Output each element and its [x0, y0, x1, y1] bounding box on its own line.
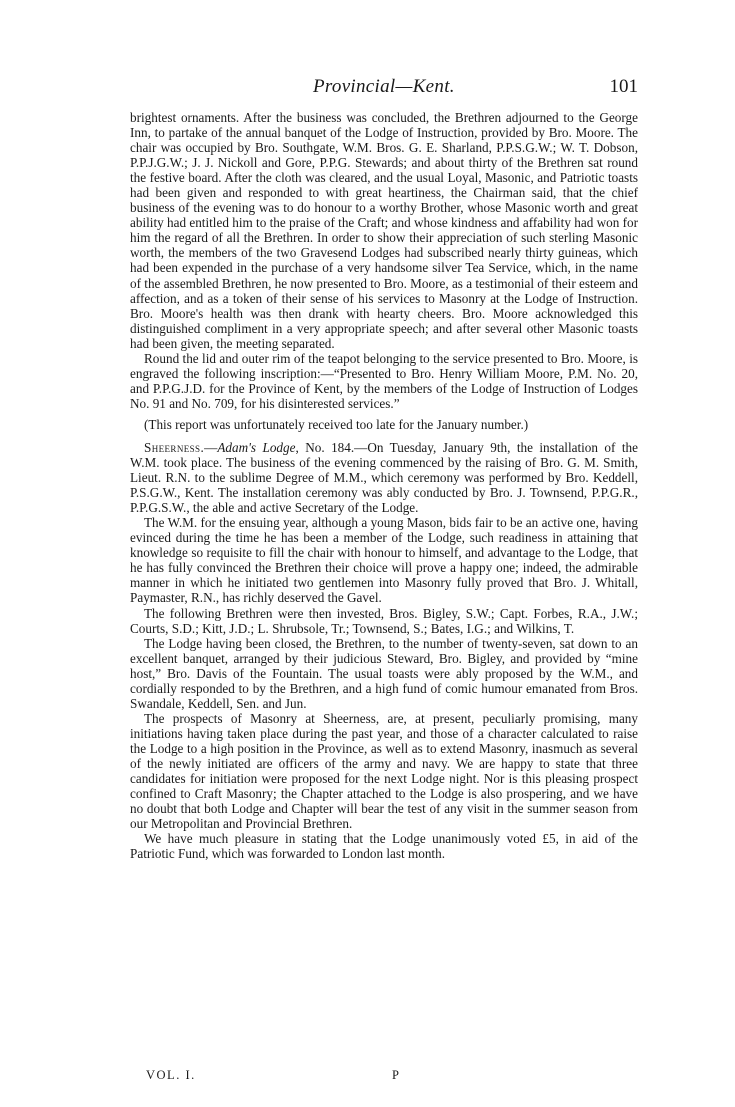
paragraph-patriotic-fund: We have much pleasure in stating that the Lodge unanimously voted £5, in aid of the Patriotic Fund, which was forwarded to London last month. — [130, 831, 638, 862]
editorial-note: (This report was unfortunately received too late for the January number.) — [144, 416, 529, 432]
place-name: Sheerness. — [144, 439, 205, 455]
page-number: 101 — [609, 76, 638, 97]
paragraph-prospects: The prospects of Masonry at Sheerness, are, at present, peculiarly promising, many initiations having taken place during the past year, and those of a character calculated to raise the Lodge to a high position in the Province, as well as to extend Masonry, inasmuch as several of the newly initiated are officers of the army and navy. We are happy to state that three candidates for initiation were proposed for the next Lodge night. Nor is this pleasing prospect confined to Craft Masonry; the Chapter attached to the Lodge is also prospering, and we have no doubt that both Lodge and Chapter will bear the test of any visit in the summer season from our Metropolitan and Provincial Brethren. — [130, 710, 638, 832]
paragraph-officers-invested: The following Brethren were then invested, Bros. Bigley, S.W.; Capt. Forbes, R.A., J.W.; Courts, S.D.; Kitt, J.D.; L. Shrubsole, Tr.; Townsend, S.; Bates, I.G.; and Wilkins, T. — [130, 605, 638, 636]
paragraph-inscription: Round the lid and outer rim of the teapot belonging to the service presented to Bro. Moore, is engraved the following inscription:—“Presented to Bro. Henry William Moore, P.M. No. 20, and P.P.G.J.D. for the Province of Kent, by the members of the Lodge of Instruction of Lodges No. 91 and No. 709, for his disinterested services.” — [130, 350, 638, 411]
article-body — [130, 110, 638, 861]
paragraph-banquet: brightest ornaments. After the business was concluded, the Brethren adjourned to the George Inn, to partake of the annual banquet of the Lodge of Instruction, provided by Bro. Moore. The chair was occupied by Bro. Southgate, W.M. Bros. G. E. Sharland, P.P.S.G.W.; W. T. Dobson, P.P.J.G.W.; J. J. Nickoll and Gore, P.P.G. Stewards; and about thirty of the Brethren sat round the festive board. After the cloth was cleared, and the usual Loyal, Masonic, and Patriotic toasts had been given and responded to with great heartiness, the Chairman said, that the chief business of the evening was to do honour to a worthy Brother, whose Masonic worth and great ability had entitled him to the praise of the Craft; and whose kindness and affability had won for him the regard of all the Brethren. In order to show their appreciation of such sterling Masonic worth, the members of the two Gravesend Lodges had subscribed nearly thirty guineas, which had been expended in the purchase of a very handsome silver Tea Service, which, in the name of the assembled Brethren, he now presented to Bro. Moore, as a testimonial of their esteem and affection, and as a token of their sense of his services to Masonry at the Lodge of Instruction. Bro. Moore's health was then drank with hearty cheers. Bro. Moore acknowledged this distinguished compliment in a very appropriate speech; and after several other Masonic toasts had been given, the meeting separated. — [130, 110, 638, 351]
running-title: Provincial—Kent. — [313, 76, 455, 97]
paragraph-worshipful-master: The W.M. for the ensuing year, although a young Mason, bids fair to be an active one, having evinced during the time he has been a member of the Lodge, such readiness in attaining that knowledge so requisite to fill the chair with honour to himself, and advantage to the Lodge, that he has fully convinced the Brethren their choice will prove a happy one; indeed, the admirable manner in which he initiated two gentlemen into Masonry fully proved that Bro. J. Whitall, Paymaster, R.N., has richly deserved the Gavel. — [130, 515, 638, 606]
signature-mark: P — [392, 1068, 399, 1082]
lodge-name: Adam's Lodge — [217, 439, 296, 455]
page-footer — [130, 1068, 638, 1086]
paragraph-banquet-sheerness: The Lodge having been closed, the Brethren, to the number of twenty-seven, sat down to an excellent banquet, arranged by their judicious Steward, Bro. Bigley, and provided by “mine host,” Bro. Davis of the Fountain. The usual toasts were ably proposed by the W.M., and cordially responded to by the Brethren, and a high fund of comic humour emanated from Bros. Swandale, Keddell, Sen. and Jun. — [130, 635, 638, 711]
page-header — [130, 76, 638, 104]
paragraph-installation-text: , No. 184.—On Tuesday, January 9th, the installation of the W.M. took place. The business of the evening commenced by the raising of Bro. G. M. Smith, Lieut. R.N. to the sublime Degree of M.M., which ceremony was performed by Bro. Keddell, P.S.G.W., Kent. The installation ceremony was ably conducted by Bro. J. Townsend, P.P.G.R., P.P.G.S.W., the able and active Secretary of the Lodge. — [130, 439, 638, 516]
volume-number: VOL. I. — [146, 1068, 196, 1082]
paragraph-sheerness-installation: Sheerness.—Adam's Lodge, No. 184.—On Tuesday, January 9th, the installation of the W.M. took place. The business of the evening commenced by the raising of Bro. G. M. Smith, Lieut. R.N. to the sublime Degree of M.M., which ceremony was performed by Bro. Keddell, P.S.G.W., Kent. The installation ceremony was ably conducted by Bro. J. Townsend, P.P.G.R., P.P.G.S.W., the able and active Secretary of the Lodge. — [130, 439, 638, 516]
